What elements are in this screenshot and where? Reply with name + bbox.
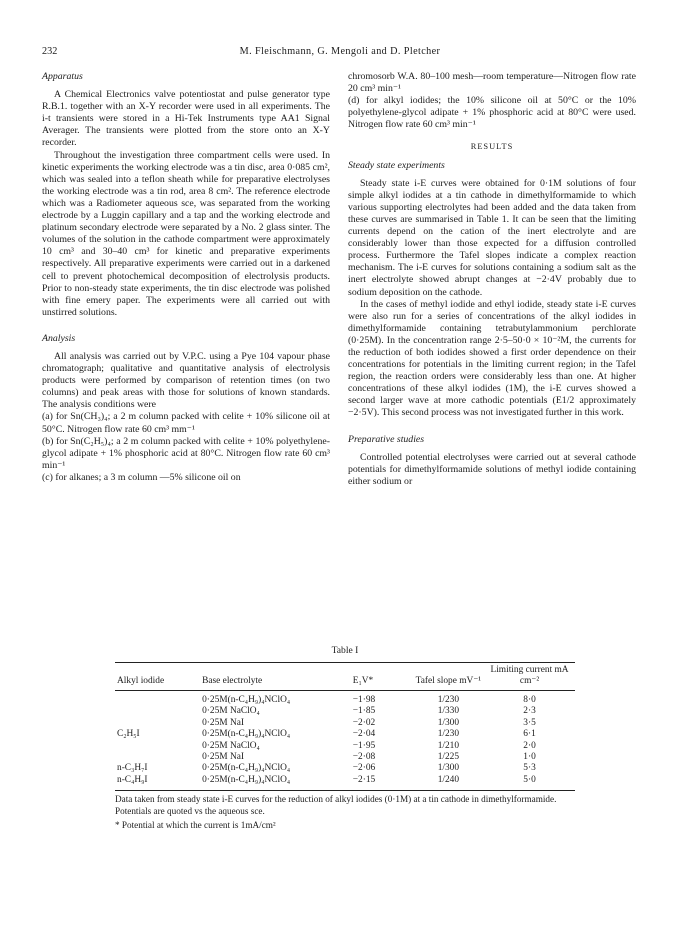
table-cell: 3·5 bbox=[523, 717, 536, 728]
table-cell: 0·25M(n-C₄H₉)₄NClO₄ bbox=[202, 729, 291, 740]
running-head: M. Fleischmann, G. Mengoli and D. Pletcher bbox=[239, 46, 441, 57]
table-cell bbox=[115, 691, 200, 707]
table-cell: 1/225 bbox=[437, 752, 460, 763]
table-cell bbox=[115, 752, 200, 763]
table-cell: −1·85 bbox=[352, 706, 376, 717]
table-row bbox=[115, 752, 575, 763]
table-cell: 0·25M NaClO₄ bbox=[202, 706, 260, 717]
table-row bbox=[115, 775, 575, 791]
analysis-item-c-continued: chromosorb W.A. 80–100 mesh—room temperature—Nitrogen flow rate 20 cm³ min⁻¹ bbox=[348, 71, 636, 95]
table-cell: −1·95 bbox=[352, 740, 376, 751]
analysis-item-d: (d) for alkyl iodides; the 10% silicone oil at 50°C or the 10% polyethylene-glycol adipate + 1% phosphoric acid at 80°C were used. Nitrogen flow rate 60 cm³ min⁻¹ bbox=[348, 95, 636, 131]
table-row bbox=[115, 691, 575, 707]
apparatus-paragraph-1: A Chemical Electronics valve potentiostat and pulse generator type R.B.1. together with an X-Y recorder were used in all experiments. The i-t transients were stored in a Hi-Tek Instruments type AA1 Signal Averager. The transients were plotted from the store onto an X-Y recorder. bbox=[42, 89, 330, 149]
table-cell: 8·0 bbox=[523, 695, 536, 705]
preparative-paragraph-1: Controlled potential electrolyses were carried out at several cathode potentials for dimethylformamide solutions of methyl iodide containing either sodium or bbox=[348, 451, 636, 487]
column-header: E₁V* bbox=[352, 676, 374, 686]
table-cell: 1/210 bbox=[437, 740, 460, 751]
table-1 bbox=[115, 645, 575, 831]
table-cell: 6·1 bbox=[523, 729, 536, 740]
table-cell: 1/230 bbox=[437, 729, 460, 740]
data-table bbox=[115, 662, 575, 791]
table-cell: 2·3 bbox=[523, 706, 536, 717]
table-row bbox=[115, 741, 575, 752]
table-cell: 1/300 bbox=[437, 717, 460, 728]
analysis-paragraph-1: All analysis was carried out by V.P.C. using a Pye 104 vapour phase chromatograph; qualitative and quantitative analysis of electrolysis products were performed by comparison of retention times (on two columns) and peak areas with those for solutions of known standards. The analysis conditions were bbox=[42, 350, 330, 411]
table-cell: 2·0 bbox=[523, 740, 536, 751]
table-row bbox=[115, 718, 575, 729]
table-cell: 1/240 bbox=[437, 774, 460, 785]
apparatus-heading: Apparatus bbox=[42, 71, 83, 82]
left-column bbox=[42, 71, 330, 484]
page-header bbox=[0, 46, 680, 60]
results-heading: RESULTS bbox=[470, 142, 514, 152]
analysis-item-c: (c) for alkanes; a 3 m column —5% silicone oil on bbox=[42, 471, 241, 483]
table-cell: 0·25M NaI bbox=[202, 717, 245, 728]
analysis-item-b: (b) for Sn(C₂H₅)₄; a 2 m column packed with celite + 10% polyethylene-glycol adipate + 1% phosphoric acid at 80°C. Nitrogen flow rate 60 cm³ min⁻¹ bbox=[42, 435, 330, 471]
table-cell: 1/230 bbox=[437, 695, 460, 705]
table-cell: 1/300 bbox=[437, 763, 460, 774]
table-cell: −1·98 bbox=[352, 695, 376, 705]
table-caption: Table I bbox=[331, 645, 359, 656]
table-cell: −2·08 bbox=[352, 752, 376, 763]
column-header: Limiting current mA cm⁻² bbox=[490, 665, 569, 686]
table-row bbox=[115, 763, 575, 774]
table-footnote-star: * Potential at which the current is 1mA/cm² bbox=[115, 820, 276, 831]
column-header: Base electrolyte bbox=[202, 676, 263, 686]
column-header: Alkyl iodide bbox=[117, 676, 165, 686]
table-cell: 1/330 bbox=[437, 706, 460, 717]
analysis-item-a: (a) for Sn(CH₃)₄; a 2 m column packed with celite + 10% silicone oil at 50°C. Nitrogen flow rate 60 cm³ mm⁻¹ bbox=[42, 411, 330, 435]
table-cell: 0·25M(n-C₄H₉)₄NClO₄ bbox=[202, 695, 291, 705]
steady-state-heading: Steady state experiments bbox=[348, 159, 445, 171]
page-number: 232 bbox=[42, 46, 58, 57]
column-header: Tafel slope mV⁻¹ bbox=[415, 676, 482, 686]
table-cell: 5·3 bbox=[523, 763, 536, 774]
table-cell: −2·06 bbox=[352, 763, 376, 774]
table-cell: 0·25M(n-C₄H₉)₄NClO₄ bbox=[202, 763, 291, 774]
table-cell: −2·04 bbox=[352, 729, 376, 740]
table-cell: n-C₄H₉I bbox=[117, 774, 148, 785]
analysis-heading: Analysis bbox=[42, 332, 76, 344]
apparatus-paragraph-2: Throughout the investigation three compartment cells were used. In kinetic experiments the working electrode was a tin disc, area 0·085 cm², which was sealed into a teflon sheath while for preparative electrolyses the working electrode was a tin rod, area 8 cm². The reference electrode which was a Radiometer aqueous sce, was separated from the working electrode by a Luggin capillary and a tap and the working electrode and platinum secondary electrode were separated by a No. 2 glass sinter. The volumes of the solution in the cathode compartment were approximately 10 cm³ and 30–40 cm³ for kinetic and preparative experiments respectively. All preparative experiments were carried out in a darkened cell to prevent photochemical decomposition of electrolysis products. Prior to non-steady state experiments, the tin disc electrode was polished with fine emery paper. The experiments were all carried out with unstirred solutions. bbox=[42, 149, 330, 318]
table-cell: 5·0 bbox=[523, 774, 536, 785]
table-cell: 1·0 bbox=[523, 752, 536, 763]
table-footnote: Data taken from steady state i-E curves for the reduction of alkyl iodides (0·1M) at a tin cathode in dimethylformamide. Potentials are quoted vs the aqueous sce. bbox=[115, 794, 557, 816]
table-cell: −2·15 bbox=[352, 774, 376, 785]
table-cell: −2·02 bbox=[352, 717, 376, 728]
table-cell bbox=[115, 706, 200, 717]
table-cell bbox=[115, 718, 200, 729]
table-row bbox=[115, 729, 575, 740]
table-cell: 0·25M(n-C₄H₉)₄NClO₄ bbox=[202, 774, 291, 785]
preparative-heading: Preparative studies bbox=[348, 433, 425, 445]
steady-state-paragraph-1: Steady state i-E curves were obtained for 0·1M solutions of four simple alkyl iodides at a tin cathode in dimethylformamide to which various supporting electrolytes had been added and the data taken from these curves are summarised in Table 1. It can be seen that the limiting currents depend on the cation of the inert electrolyte and are considerably lower than those expected for a diffusion controlled process. Furthermore the Tafel slopes indicate a complex reaction mechanism. The i-E curves for solutions containing a sodium salt as the inert electrolyte showed abrupt changes at −2·4V probably due to sodium deposition on the cathode. bbox=[348, 177, 636, 298]
steady-state-paragraph-2: In the cases of methyl iodide and ethyl iodide, steady state i-E curves were also run for a series of concentrations of the alkyl iodides in dimethylformamide containing tetrabutylammonium perchlorate (0·25M). In the concentration range 2·5–50·0 × 10⁻²M, the currents for the reduction of both iodides showed a first order dependence on their concentrations for potentials in the limiting current region; in the Tafel region, the reaction orders were considerably less than one. At higher concentrations of these alkyl iodides (1M), the i-E curves showed a second larger wave at more cathodic potentials (E1/2 approximately −2·5V). This second process was not investigated further in this work. bbox=[348, 298, 636, 419]
table-cell: n-C₃H₇I bbox=[117, 763, 148, 774]
table-header-row bbox=[115, 663, 575, 691]
table-cell: 0·25M NaClO₄ bbox=[202, 740, 260, 751]
table-row bbox=[115, 706, 575, 717]
table-cell: C₂H₅I bbox=[117, 729, 140, 740]
table-cell bbox=[115, 741, 200, 752]
table-cell: 0·25M NaI bbox=[202, 752, 245, 763]
right-column bbox=[348, 71, 636, 488]
